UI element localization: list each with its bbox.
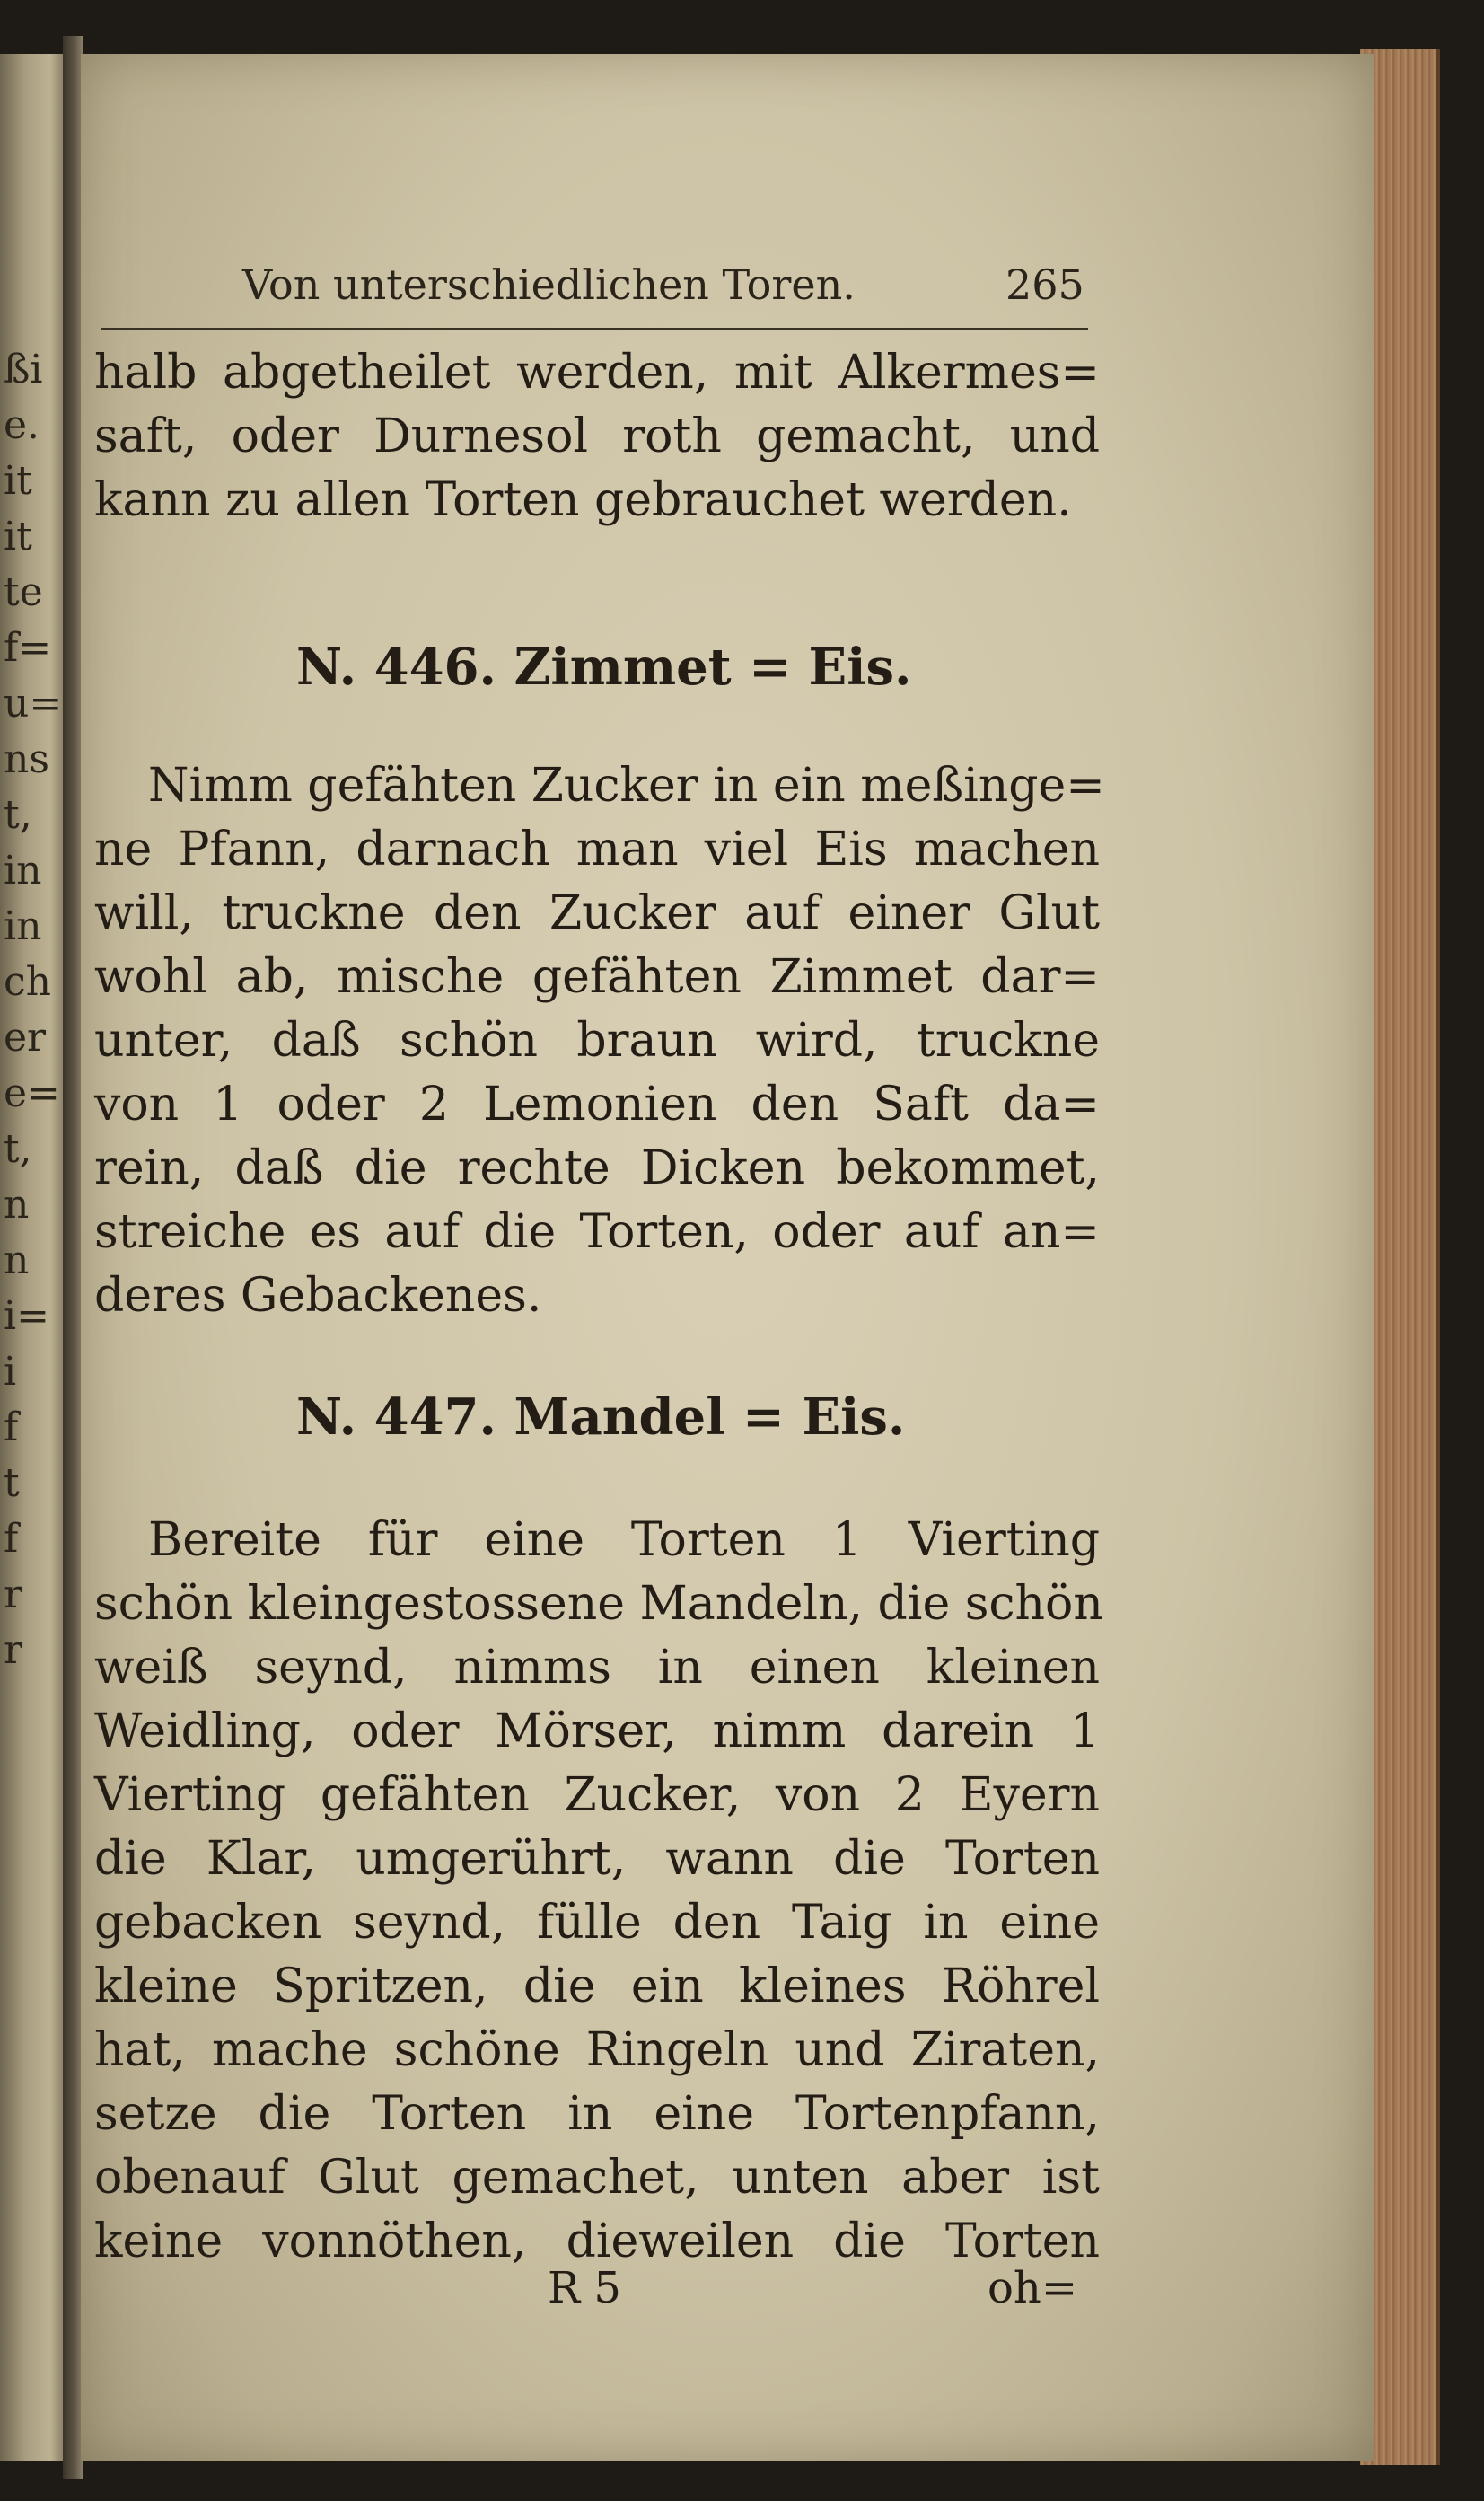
left-page-fragment: e= xyxy=(4,1070,60,1116)
recipe-text-446 xyxy=(94,754,1105,1328)
left-page-fragment: t xyxy=(4,1460,20,1506)
left-page-fragment: in xyxy=(4,848,42,894)
text-line: unter, daß schön braun wird, truckne xyxy=(94,1014,1100,1068)
left-page-edge xyxy=(0,54,63,2461)
page-number: 265 xyxy=(1005,260,1084,309)
left-page-fragment: f xyxy=(4,1405,19,1450)
left-page-fragment: te xyxy=(4,569,43,615)
text-line: wohl ab, mische gefähten Zimmet dar= xyxy=(94,950,1100,1004)
left-page-fragment: ßi xyxy=(4,347,43,392)
left-page-fragment: n xyxy=(4,1182,30,1228)
text-line: von 1 oder 2 Lemonien den Saft da= xyxy=(94,1078,1100,1132)
text-line: gebacken seynd, fülle den Taig in eine xyxy=(94,1896,1100,1950)
left-page-fragment: f xyxy=(4,1516,19,1562)
recipe-heading-447: N. 447. Mandel = Eis. xyxy=(296,1387,906,1447)
left-page-fragment: in xyxy=(4,903,42,949)
recipe-text-447 xyxy=(94,1509,1103,2274)
text-line: keine vonnöthen, dieweilen die Torten xyxy=(94,2215,1100,2268)
left-page-fragment: r xyxy=(4,1627,23,1673)
text-line: rein, daß die rechte Dicken bekommet, xyxy=(94,1141,1100,1195)
header-rule xyxy=(101,328,1088,330)
signature-mark: R 5 xyxy=(548,2263,621,2313)
text-line: Weidling, oder Mörser, nimm darein 1 xyxy=(94,1704,1100,1758)
text-line: ne Pfann, darnach man viel Eis machen xyxy=(94,823,1100,876)
text-line: setze die Torten in eine Tortenpfann, xyxy=(94,2087,1100,2141)
text-line: die Klar, umgerührt, wann die Torten xyxy=(94,1832,1100,1886)
recipe-heading-446: N. 446. Zimmet = Eis. xyxy=(296,638,912,697)
running-title: Von unterschiedlichen Toren. xyxy=(242,260,856,309)
left-page-fragment: f= xyxy=(4,625,52,671)
text-line: streiche es auf die Torten, oder auf an= xyxy=(94,1205,1100,1259)
book-gutter xyxy=(63,36,83,2479)
text-line: hat, mache schöne Ringeln und Ziraten, xyxy=(94,2023,1100,2077)
left-page-fragment: er xyxy=(4,1015,47,1061)
left-page-fragment: n xyxy=(4,1237,30,1283)
text-line: Nimm gefähten Zucker in ein meßinge= xyxy=(148,759,1105,813)
left-page-fragment: ns xyxy=(4,736,49,782)
text-line: schön kleingestossene Mandeln, die schön xyxy=(94,1577,1103,1631)
text-line: weiß seynd, nimms in einen kleinen xyxy=(94,1641,1100,1695)
text-line: kann zu allen Torten gebrauchet werden. xyxy=(94,473,1072,527)
left-page-fragment: i= xyxy=(4,1293,49,1339)
text-line: obenauf Glut gemachet, unten aber ist xyxy=(94,2151,1100,2205)
left-page-fragment: t, xyxy=(4,792,32,838)
left-page-fragment: it xyxy=(4,458,32,504)
text-line: Vierting gefähten Zucker, von 2 Eyern xyxy=(94,1768,1100,1822)
text-line: saft, oder Durnesol roth gemacht, und xyxy=(94,409,1100,463)
left-page-fragment: ch xyxy=(4,959,51,1005)
left-page-fragment: t, xyxy=(4,1126,32,1172)
text-line: deres Gebackenes. xyxy=(94,1269,542,1323)
left-page-fragment: i xyxy=(4,1349,17,1395)
text-line: halb abgetheilet werden, mit Alkermes= xyxy=(94,346,1100,400)
continuation-text xyxy=(94,341,1100,533)
left-page-fragment: e. xyxy=(4,402,40,448)
left-page-fragment: u= xyxy=(4,681,63,727)
left-page-fragment: r xyxy=(4,1572,23,1617)
left-page-fragment: it xyxy=(4,514,32,559)
text-line: will, truckne den Zucker auf einer Glut xyxy=(94,886,1100,940)
text-line: Bereite für eine Torten 1 Vierting xyxy=(148,1513,1100,1567)
catchword: oh= xyxy=(988,2263,1078,2313)
text-line: kleine Spritzen, die ein kleines Röhrel xyxy=(94,1959,1100,2013)
